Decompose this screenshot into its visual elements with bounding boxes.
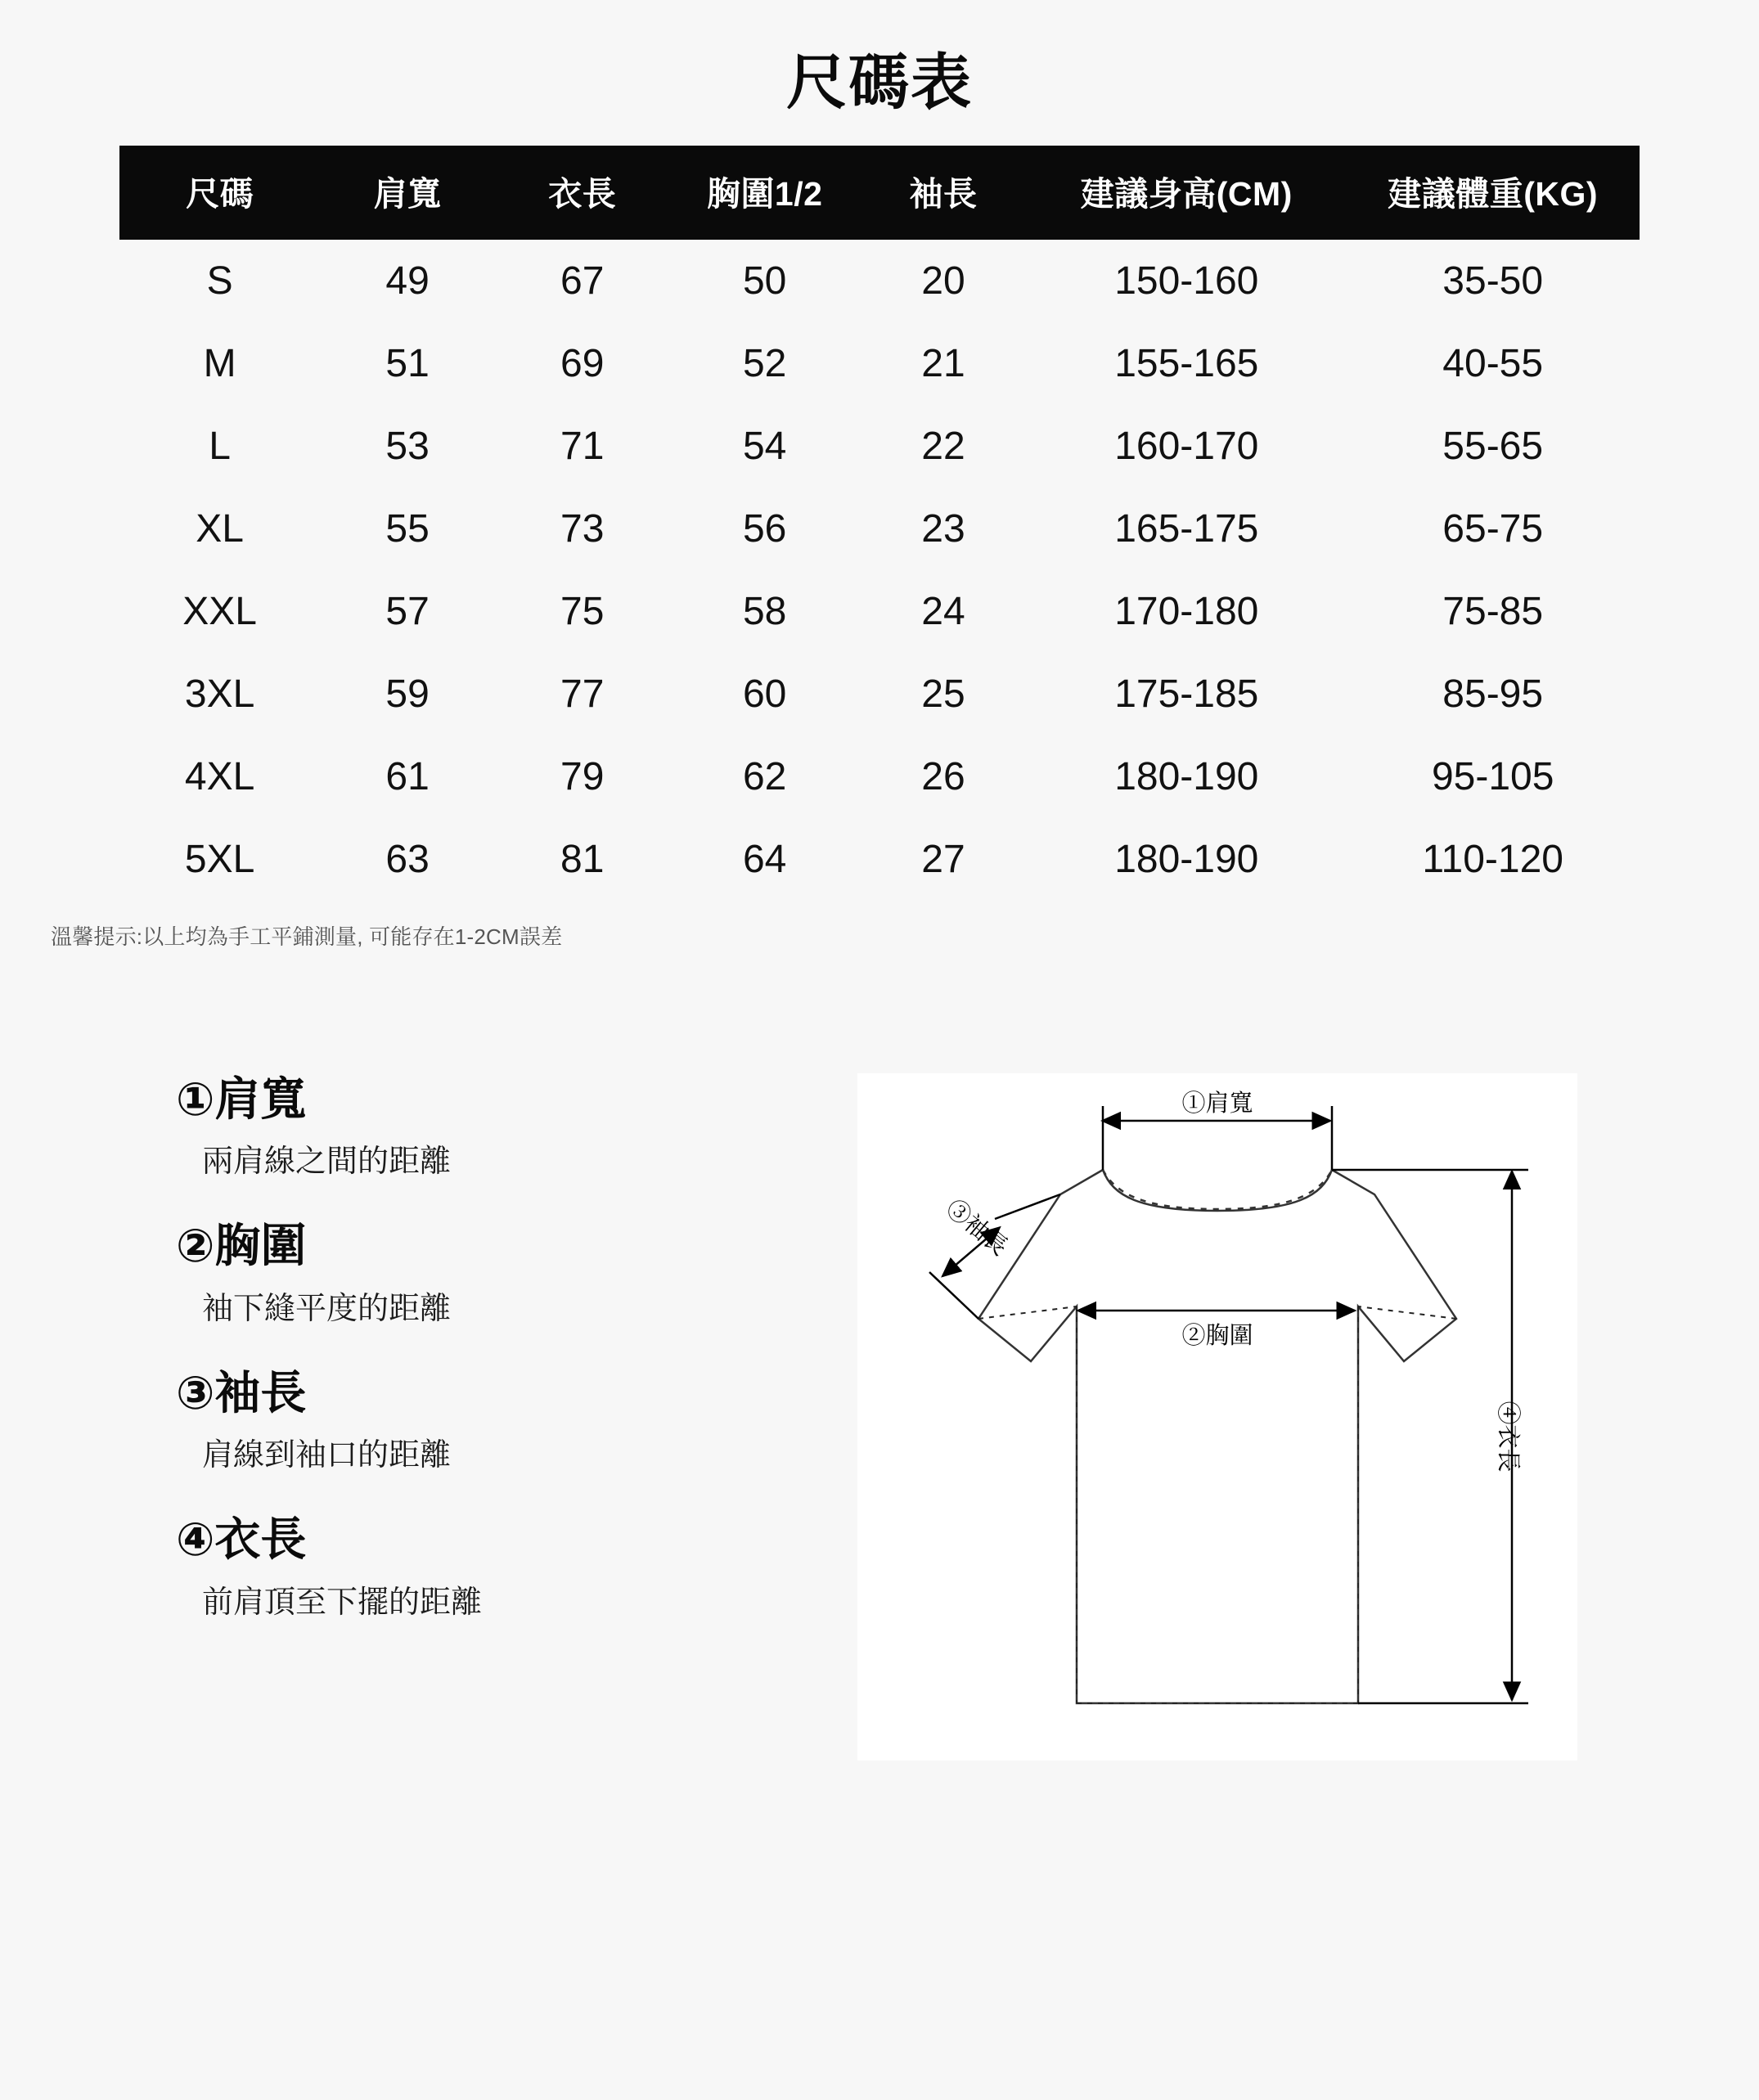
- definition-desc: 袖下縫平度的距離: [202, 1291, 452, 1326]
- cell-height: 175-185: [1114, 672, 1259, 716]
- cell-chest: 64: [742, 838, 787, 881]
- cell-length: 67: [560, 259, 605, 303]
- table-body: [119, 240, 1640, 901]
- cell-weight: 85-95: [1442, 672, 1544, 716]
- cell-size: S: [206, 259, 233, 303]
- definition-title: ③袖長: [176, 1366, 307, 1419]
- cell-shoulder: 61: [385, 755, 430, 798]
- cell-sleeve: 26: [921, 755, 965, 798]
- cell-shoulder: 49: [385, 259, 430, 303]
- cell-height: 150-160: [1114, 259, 1259, 303]
- cell-height: 160-170: [1114, 425, 1259, 468]
- cell-length: 75: [560, 590, 605, 633]
- definition-item-length: [176, 1513, 818, 1621]
- cell-size: XL: [196, 507, 244, 551]
- diagram-guides: [978, 1306, 1456, 1703]
- column-header-weight: 建議體重(KG): [1346, 146, 1640, 240]
- table-row: [119, 322, 1640, 405]
- column-header-chest: 胸圍1/2: [670, 146, 860, 240]
- cell-chest: 54: [742, 425, 787, 468]
- page-title: 尺碼表: [786, 48, 973, 116]
- tshirt-diagram-svg: [857, 1073, 1577, 1760]
- definition-item-shoulder: [176, 1073, 818, 1180]
- cell-length: 79: [560, 755, 605, 798]
- cell-shoulder: 53: [385, 425, 430, 468]
- cell-chest: 58: [742, 590, 787, 633]
- cell-chest: 56: [742, 507, 787, 551]
- cell-shoulder: 51: [385, 342, 430, 385]
- tshirt-outline: [978, 1170, 1456, 1703]
- cell-sleeve: 23: [921, 507, 965, 551]
- cell-size: 3XL: [184, 672, 255, 716]
- cell-chest: 50: [742, 259, 787, 303]
- cell-sleeve: 21: [921, 342, 965, 385]
- cell-length: 69: [560, 342, 605, 385]
- cell-chest: 62: [742, 755, 787, 798]
- table-row: [119, 818, 1640, 901]
- cell-size: 5XL: [184, 838, 255, 881]
- cell-weight: 40-55: [1442, 342, 1544, 385]
- definitions-list: [0, 1073, 818, 1661]
- cell-height: 180-190: [1114, 755, 1259, 798]
- definition-title: ②胸圍: [176, 1220, 307, 1272]
- table-row: [119, 405, 1640, 488]
- table-row: [119, 570, 1640, 653]
- definition-item-chest: [176, 1220, 818, 1327]
- table-header-row: [119, 146, 1640, 240]
- table-row: [119, 735, 1640, 818]
- cell-sleeve: 25: [921, 672, 965, 716]
- cell-length: 73: [560, 507, 605, 551]
- cell-height: 180-190: [1114, 838, 1259, 881]
- cell-weight: 55-65: [1442, 425, 1544, 468]
- column-header-sleeve: 袖長: [860, 146, 1027, 240]
- column-header-length: 衣長: [495, 146, 670, 240]
- definition-title: ①肩寬: [176, 1073, 307, 1125]
- definition-desc: 肩線到袖口的距離: [202, 1438, 452, 1473]
- table-header: [119, 146, 1640, 240]
- label-chest: ②胸圍: [1181, 1323, 1253, 1349]
- cell-chest: 60: [742, 672, 787, 716]
- table-row: [119, 653, 1640, 735]
- cell-sleeve: 22: [921, 425, 965, 468]
- cell-length: 77: [560, 672, 605, 716]
- cell-length: 71: [560, 425, 605, 468]
- cell-height: 170-180: [1114, 590, 1259, 633]
- cell-size: L: [209, 425, 231, 468]
- cell-sleeve: 27: [921, 838, 965, 881]
- cell-weight: 35-50: [1442, 259, 1544, 303]
- table-row: [119, 240, 1640, 322]
- cell-shoulder: 57: [385, 590, 430, 633]
- table-row: [119, 488, 1640, 570]
- tshirt-diagram: [857, 1073, 1577, 1760]
- cell-sleeve: 24: [921, 590, 965, 633]
- column-header-shoulder: 肩寬: [320, 146, 495, 240]
- cell-shoulder: 59: [385, 672, 430, 716]
- cell-shoulder: 55: [385, 507, 430, 551]
- label-shoulder: ①肩寬: [1181, 1090, 1253, 1117]
- cell-size: 4XL: [184, 755, 255, 798]
- cell-weight: 110-120: [1422, 838, 1563, 881]
- cell-sleeve: 20: [921, 259, 965, 303]
- size-table-container: [119, 146, 1640, 901]
- size-table: [119, 146, 1640, 901]
- lower-section: [0, 1073, 1759, 1760]
- definition-title: ④衣長: [176, 1513, 307, 1566]
- label-length: ④衣長: [1495, 1401, 1521, 1473]
- cell-size: XXL: [182, 590, 257, 633]
- column-header-height: 建議身高(CM): [1027, 146, 1346, 240]
- definition-desc: 前肩頂至下擺的距離: [202, 1585, 483, 1620]
- label-sleeve: ③袖長: [941, 1194, 1013, 1261]
- cell-chest: 52: [742, 342, 787, 385]
- definition-desc: 兩肩線之間的距離: [202, 1144, 452, 1180]
- cell-weight: 65-75: [1442, 507, 1544, 551]
- cell-height: 155-165: [1114, 342, 1259, 385]
- cell-weight: 75-85: [1442, 590, 1544, 633]
- definition-item-sleeve: [176, 1367, 818, 1474]
- cell-shoulder: 63: [385, 838, 430, 881]
- column-header-size: 尺碼: [119, 146, 320, 240]
- cell-weight: 95-105: [1431, 755, 1554, 798]
- cell-size: M: [203, 342, 236, 385]
- cell-length: 81: [560, 838, 605, 881]
- cell-height: 165-175: [1114, 507, 1259, 551]
- measurement-note: 溫馨提示:以上均為手工平鋪測量, 可能存在1-2CM誤差: [51, 924, 563, 949]
